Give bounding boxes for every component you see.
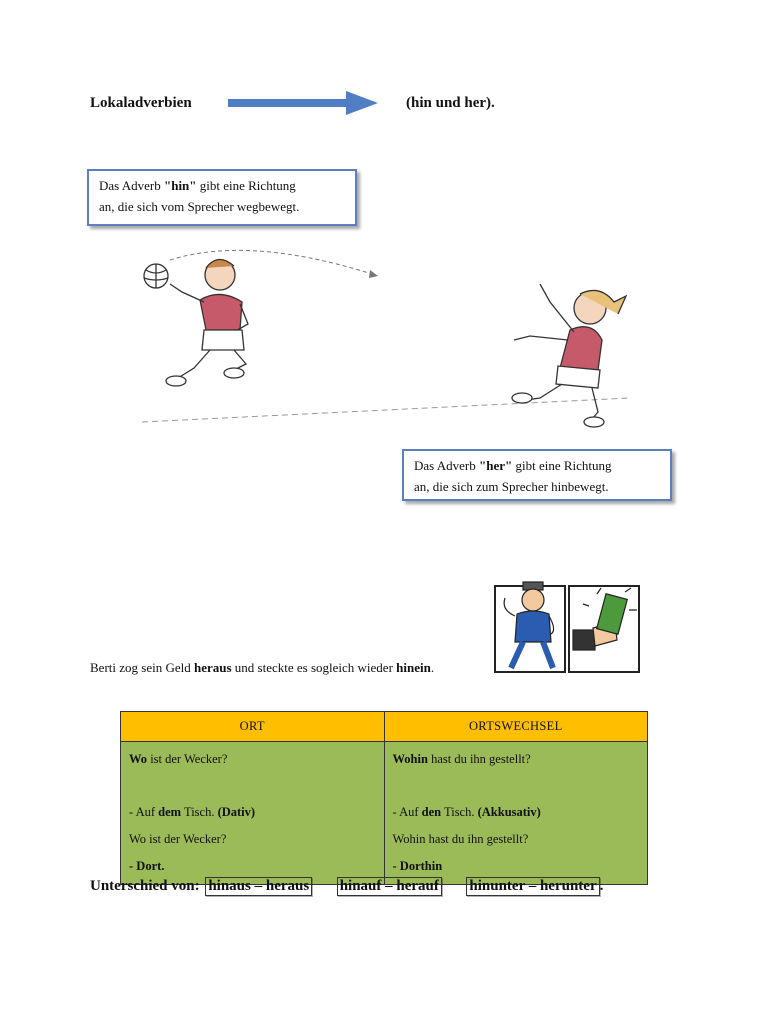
question-2: Wo ist der Wecker?	[129, 832, 227, 846]
pair-hinauf-herauf: hinauf – herauf	[337, 877, 442, 896]
answer-2: - Dorthin	[392, 859, 443, 873]
example-sentence: Berti zog sein Geld heraus und steckte es sogleich wieder hinein.	[90, 660, 435, 675]
difference-line: Unterschied von: hinaus – heraus hinauf – herauf hinunter – herunter .	[90, 878, 604, 894]
money-illustration	[493, 580, 643, 676]
definition-box-hin	[87, 169, 357, 226]
definition-line-1: Das Adverb "hin" gibt eine Richtung	[99, 178, 296, 193]
heading-left: Lokaladverbien	[90, 95, 192, 111]
pair-hinaus-heraus: hinaus – heraus	[205, 877, 312, 896]
question: Wo ist der Wecker?	[129, 752, 228, 766]
answer: - Auf den Tisch. (Akkusativ)	[392, 805, 541, 819]
arrow-right-icon	[228, 88, 388, 118]
definition-line-1: Das Adverb "her" gibt eine Richtung	[414, 458, 612, 473]
answer: - Auf dem Tisch. (Dativ)	[129, 805, 256, 819]
question-2: Wohin hast du ihn gestellt?	[392, 832, 529, 846]
heading-right: (hin und her).	[406, 95, 495, 111]
header-ort: ORT	[121, 712, 385, 742]
header-ortswechsel: ORTSWECHSEL	[384, 712, 648, 742]
ball-throwing-illustration	[130, 240, 640, 440]
difference-label: Unterschied von:	[90, 878, 200, 894]
comparison-table	[120, 711, 648, 885]
definition-line-2: an, die sich zum Sprecher hinbewegt.	[414, 479, 609, 494]
answer-2: - Dort.	[129, 859, 165, 873]
definition-box-her	[402, 449, 672, 501]
definition-line-2: an, die sich vom Sprecher wegbewegt.	[99, 199, 300, 214]
question: Wohin hast du ihn gestellt?	[392, 752, 531, 766]
cell-ortswechsel	[384, 742, 648, 885]
pair-hinunter-herunter: hinunter – herunter	[466, 877, 599, 896]
cell-ort	[121, 742, 385, 885]
